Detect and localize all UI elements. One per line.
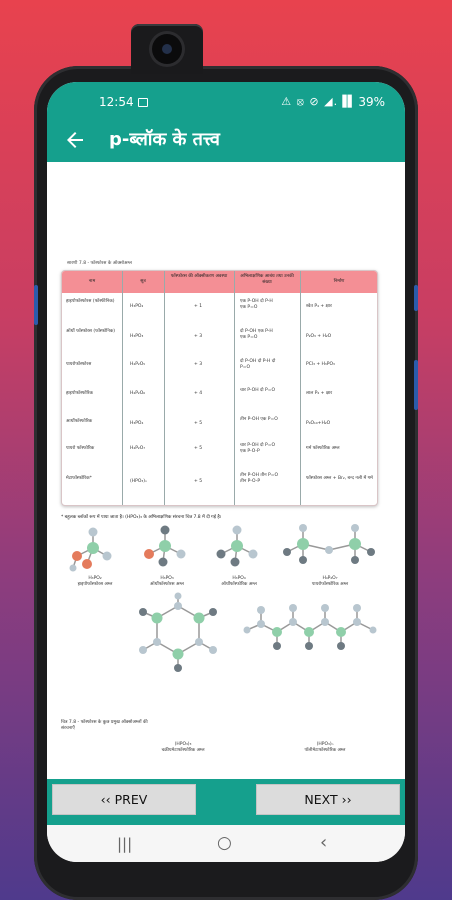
table-cell: + 5 bbox=[194, 446, 203, 451]
table-cell: + 5 bbox=[194, 479, 203, 484]
home-icon[interactable]: ○ bbox=[217, 833, 232, 853]
table-cell: H₃PO₄ bbox=[130, 421, 144, 426]
table-cell: आर्थोफॉस्फोरिक bbox=[66, 419, 93, 424]
h3po3-structure-icon bbox=[135, 522, 195, 574]
molecule-label: H₃PO₃ ऑर्थोफॉस्फोरस अम्ल bbox=[150, 576, 184, 587]
table-cell: एक P-OH दो P-H एक P=O bbox=[240, 299, 273, 310]
system-navigation-bar bbox=[47, 825, 405, 862]
figure-caption: चित्र 7.8 - फॉस्फोरस के कुछ प्रमुख ऑक्सोअम्लों की संरचनाएँ bbox=[61, 720, 148, 731]
back-icon[interactable]: ‹ bbox=[320, 832, 328, 853]
table-cell: गर्म फॉस्फोरिक अम्ल bbox=[306, 446, 340, 451]
table-cell: दो P-OH दो P-H दो P=O bbox=[240, 359, 276, 370]
table-cell: + 4 bbox=[194, 391, 203, 396]
recents-icon[interactable]: ||| bbox=[117, 835, 133, 853]
popup-camera bbox=[131, 24, 203, 74]
table-cell: तीन P-OH तीन P=O तीन P-O-P bbox=[240, 473, 279, 484]
image-notification-icon bbox=[138, 98, 148, 107]
table-cell: + 5 bbox=[194, 421, 203, 426]
status-bar bbox=[47, 94, 405, 114]
table-header-cell: फॉस्फोरस की ऑक्सीकरण अवस्था bbox=[170, 274, 228, 279]
pager-bar bbox=[47, 779, 405, 825]
status-time: 12:54 bbox=[99, 95, 134, 109]
oxoacid-table bbox=[61, 270, 378, 506]
table-cell: + 3 bbox=[194, 362, 203, 367]
molecule-label: H₄P₂O₇ पायरोफॉस्फोरिक अम्ल bbox=[311, 576, 349, 587]
table-cell: P₄O₁₀+H₂O bbox=[306, 421, 331, 426]
molecule-label: (HPO₃)ₙ पॉलीमेटाफॉस्फोरिक अम्ल bbox=[304, 742, 346, 753]
table-header-cell: नाम bbox=[88, 279, 96, 284]
table-cell: + 3 bbox=[194, 334, 203, 339]
prev-button[interactable]: ‹‹ PREV bbox=[52, 784, 196, 815]
table-cell: तीन P-OH एक P=O bbox=[240, 417, 278, 422]
table-cell: मेटाफॉस्फोरिक* bbox=[66, 476, 92, 481]
volume-button bbox=[414, 285, 418, 311]
top-bar bbox=[47, 82, 405, 162]
camera-lens-icon bbox=[152, 34, 182, 64]
back-arrow-icon[interactable] bbox=[63, 128, 87, 152]
table-cell: चार P-OH दो P=O एक P-O-P bbox=[240, 443, 276, 454]
table-cell: H₄P₂O₇ bbox=[130, 446, 146, 451]
table-cell: हाइपोफॉस्फोरस (फॉस्फीनिक) bbox=[66, 299, 115, 304]
table-cell: P₂O₃ + H₂O bbox=[306, 334, 332, 339]
table-cell: H₃PO₃ bbox=[130, 334, 144, 339]
table-cell: श्वेत P₄ + क्षार bbox=[306, 304, 332, 309]
h3po2-structure-icon bbox=[63, 524, 123, 576]
table-cell: चार P-OH दो P=O bbox=[240, 388, 276, 393]
h4p2o7-structure-icon bbox=[279, 520, 379, 574]
h3po4-structure-icon bbox=[207, 522, 267, 574]
table-header-cell: अभिलाक्षणिक आबंध तथा उनकी संख्या bbox=[240, 274, 294, 285]
battery-percent: 39% bbox=[358, 95, 385, 109]
side-button bbox=[34, 285, 38, 325]
table-cell: (HPO₃)ₙ bbox=[130, 479, 147, 484]
molecule-label: (HPO₃)₃ चक्रीयमेटाफॉस्फोरिक अम्ल bbox=[161, 742, 205, 753]
table-cell: पायरो फॉस्फोरिक bbox=[66, 446, 95, 451]
table-cell: H₃PO₂ bbox=[130, 304, 144, 309]
table-cell: ऑर्थो फॉस्फोरस (फॉस्फोनिक) bbox=[66, 329, 116, 334]
table-cell: दो P-OH एक P-H एक P=O bbox=[240, 329, 273, 340]
cyclic-metaphosphoric-structure-icon bbox=[135, 592, 221, 674]
table-cell: हाइपोफॉस्फोरिक bbox=[66, 391, 93, 396]
polymetaphosphoric-structure-icon bbox=[243, 594, 383, 660]
next-button[interactable]: NEXT ›› bbox=[256, 784, 400, 815]
table-caption: सारणी 7.8 - फॉस्फोरस के ऑक्सोअम्ल bbox=[67, 261, 132, 266]
screen bbox=[47, 82, 405, 862]
table-cell: फॉस्फोरस अम्ल + Br₂, बन्द नली में गर्म bbox=[306, 476, 373, 481]
page-image bbox=[47, 162, 405, 779]
table-header-cell: सूत्र bbox=[140, 279, 146, 284]
power-button bbox=[414, 360, 418, 410]
table-header-cell: निर्माण bbox=[333, 279, 345, 284]
table-cell: H₄P₂O₅ bbox=[130, 362, 146, 367]
page-title: p-ब्लॉक के तत्त्व bbox=[109, 129, 220, 150]
table-cell: + 1 bbox=[194, 304, 203, 309]
molecule-label: H₃PO₄ ऑर्थोफॉस्फोरिक अम्ल bbox=[221, 576, 257, 587]
status-icons: ⚠ ⦻ ⊘ ◢.▐▌ bbox=[281, 95, 357, 108]
table-cell: लाल P₄ + क्षार bbox=[306, 391, 333, 396]
table-cell: पायरोफॉस्फोरस bbox=[66, 362, 92, 367]
molecule-label: H₃PO₂ हाइपोफॉस्फोरस अम्ल bbox=[77, 576, 113, 587]
table-cell: H₄P₂O₆ bbox=[130, 391, 146, 396]
table-cell: PCl₃ + H₃PO₃ bbox=[306, 362, 335, 367]
table-footnote: * बहुलक ब्लॉकों रूप में पाया जाता है। (HPO₃)₃ के अभिलाक्षणिक संरचना चित्र 7.8 में दी गई है। bbox=[61, 515, 222, 520]
